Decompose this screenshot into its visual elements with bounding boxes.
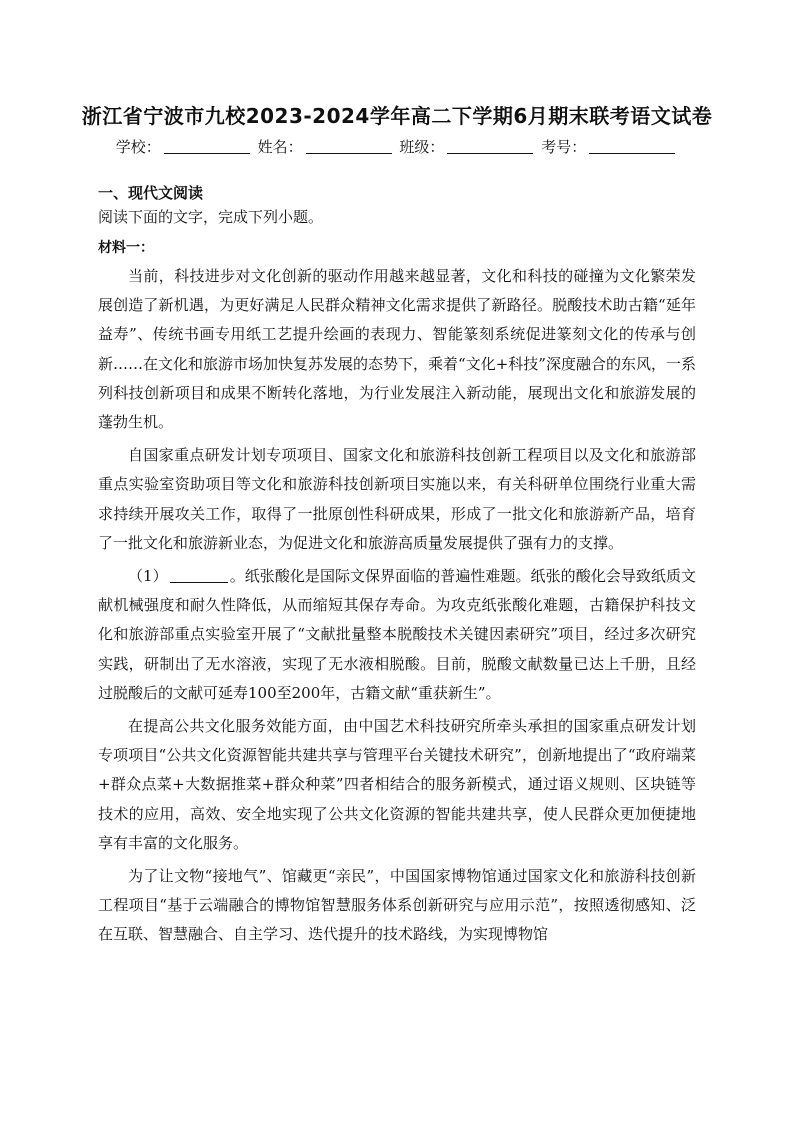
fill-in-blank[interactable] <box>170 582 228 583</box>
paragraph: 为了让文物“接地气”、馆藏更“亲民”，中国国家博物馆通过国家文化和旅游科技创新工程项目“基于云端融合的博物馆智慧服务体系创新研究与应用示范”，按照透彻感知、泛在互联、智慧融合、自主学习、迭代提升的技术路线，为实现博物馆 <box>98 867 696 944</box>
name-blank[interactable] <box>306 153 392 154</box>
page-title: 浙江省宁波市九校2023-2024学年高二下学期6月期末联考语文试卷 <box>81 104 713 128</box>
student-info-line <box>0 136 794 157</box>
reading-passage <box>98 262 696 954</box>
exam-number-blank[interactable] <box>589 153 675 154</box>
question-marker: （1） <box>128 567 168 586</box>
paragraph: 自国家重点研发计划专项项目、国家文化和旅游科技创新工程项目以及文化和旅游部重点实验室资助项目等文化和旅游科技创新项目实施以来，有关科研单位围绕行业重大需求持续开展攻关工作，取得了一批原创性科研成果，形成了一批文化和旅游新产品，培育了一批文化和旅游新业态，为促进文化和旅游高质量发展提供了强有力的支撑。 <box>98 446 696 552</box>
class-blank[interactable] <box>447 153 533 154</box>
class-label: 班级： <box>399 138 445 156</box>
exam-number-label: 考号： <box>541 138 587 156</box>
paragraph: 当前，科技进步对文化创新的驱动作用越来越显著，文化和科技的碰撞为文化繁荣发展创造了新机遇，为更好满足人民群众精神文化需求提供了新路径。脱酸技术助古籍“延年益寿”、传统书画专用纸工艺提升绘画的表现力、智能篆刻系统促进篆刻文化的传承与创新……在文化和旅游市场加快复苏发展的态势下，乘着“文化+科技”深度融合的东风，一系列科技创新项目和成果不断转化落地，为行业发展注入新动能，展现出文化和旅游发展的蓬勃生机。 <box>98 267 696 432</box>
section-heading: 一、现代文阅读 <box>98 184 204 202</box>
school-blank[interactable] <box>164 153 250 154</box>
name-label: 姓名： <box>257 138 303 156</box>
material-label: 材料一： <box>98 240 154 256</box>
section-instruction: 阅读下面的文字，完成下列小题。 <box>98 208 324 226</box>
paragraph-with-blank <box>98 562 696 708</box>
paragraph: 在提高公共文化服务效能方面，由中国艺术科技研究所牵头承担的国家重点研发计划专项项目“公共文化资源智能共建共享与管理平台关键技术研究”，创新地提出了“政府端菜+群众点菜+大数据推菜+群众种菜”四者相结合的服务新模式，通过语义规则、区块链等技术的应用，高效、安全地实现了公共文化资源的智能共建共享，使人民群众更加便捷地享有丰富的文化服务。 <box>98 717 696 852</box>
school-label: 学校： <box>115 138 161 156</box>
paragraph-text: 。纸张酸化是国际文保界面临的普遍性难题。纸张的酸化会导致纸质文献机械强度和耐久性降低，从而缩短其保存寿命。为攻克纸张酸化难题，古籍保护科技文化和旅游部重点实验室开展了“文献批量整本脱酸技术关键因素研究”项目，经过多次研究实践，研制出了无水溶液，实现了无水液相脱酸。目前，脱酸文献数量已达上千册，且经过脱酸后的文献可延寿100至200年，古籍文献“重获新生”。 <box>98 567 696 702</box>
